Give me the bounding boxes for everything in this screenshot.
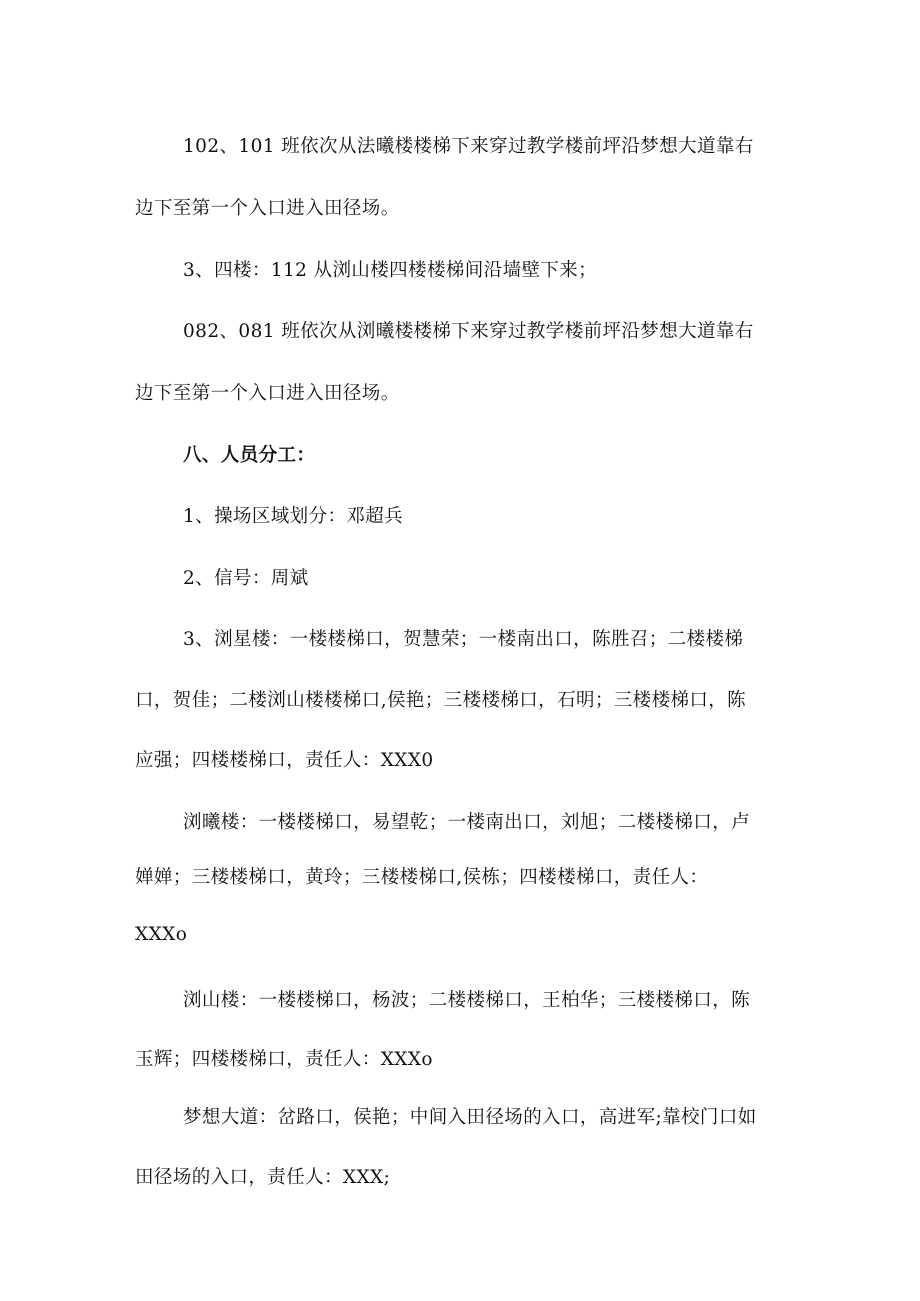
paragraph-line: 玉辉；四楼楼梯口，责任人：XXXo — [135, 1049, 433, 1070]
paragraph-line: 口，贺佳；二楼浏山楼楼梯口,侯艳；三楼楼梯口，石明；三楼楼梯口，陈 — [135, 690, 747, 711]
paragraph-line: 边下至第一个入口进入田径场。 — [135, 383, 400, 404]
paragraph-line: 浏山楼：一楼楼梯口，杨波；二楼楼梯口，王柏华；三楼楼梯口，陈 — [183, 990, 751, 1011]
paragraph-line: 边下至第一个入口进入田径场。 — [135, 198, 400, 219]
paragraph-line: 应强；四楼楼梯口，责任人：XXX0 — [135, 750, 434, 771]
paragraph-line: XXXo — [135, 924, 188, 945]
paragraph-line: 婵婵；三楼楼梯口，黄玲；三楼楼梯口,侯栋；四楼楼梯口，责任人： — [135, 867, 709, 888]
paragraph-line: 田径场的入口，责任人：XXX; — [135, 1167, 391, 1188]
paragraph-line: 浏曦楼：一楼楼梯口，易望乾；一楼南出口，刘旭；二楼楼梯口，卢 — [183, 812, 751, 833]
paragraph-line: 3、浏星楼：一楼楼梯口，贺慧荣；一楼南出口，陈胜召；二楼楼梯 — [183, 629, 744, 650]
paragraph-line: 2、信号：周斌 — [183, 568, 309, 589]
paragraph-line: 082、081 班依次从浏曦楼楼梯下来穿过教学楼前坪沿梦想大道靠右 — [183, 321, 754, 342]
paragraph-line: 梦想大道：岔路口，侯艳；中间入田径场的入口，高进军;靠校门口如 — [183, 1107, 757, 1128]
paragraph-line: 1、操场区域划分：邓超兵 — [183, 506, 404, 527]
paragraph-line: 102、101 班依次从法曦楼楼梯下来穿过教学楼前坪沿梦想大道靠右 — [183, 136, 754, 157]
section-heading: 八、人员分工： — [183, 445, 316, 466]
paragraph-line: 3、四楼：112 从浏山楼四楼楼梯间沿墙壁下来； — [183, 260, 598, 281]
